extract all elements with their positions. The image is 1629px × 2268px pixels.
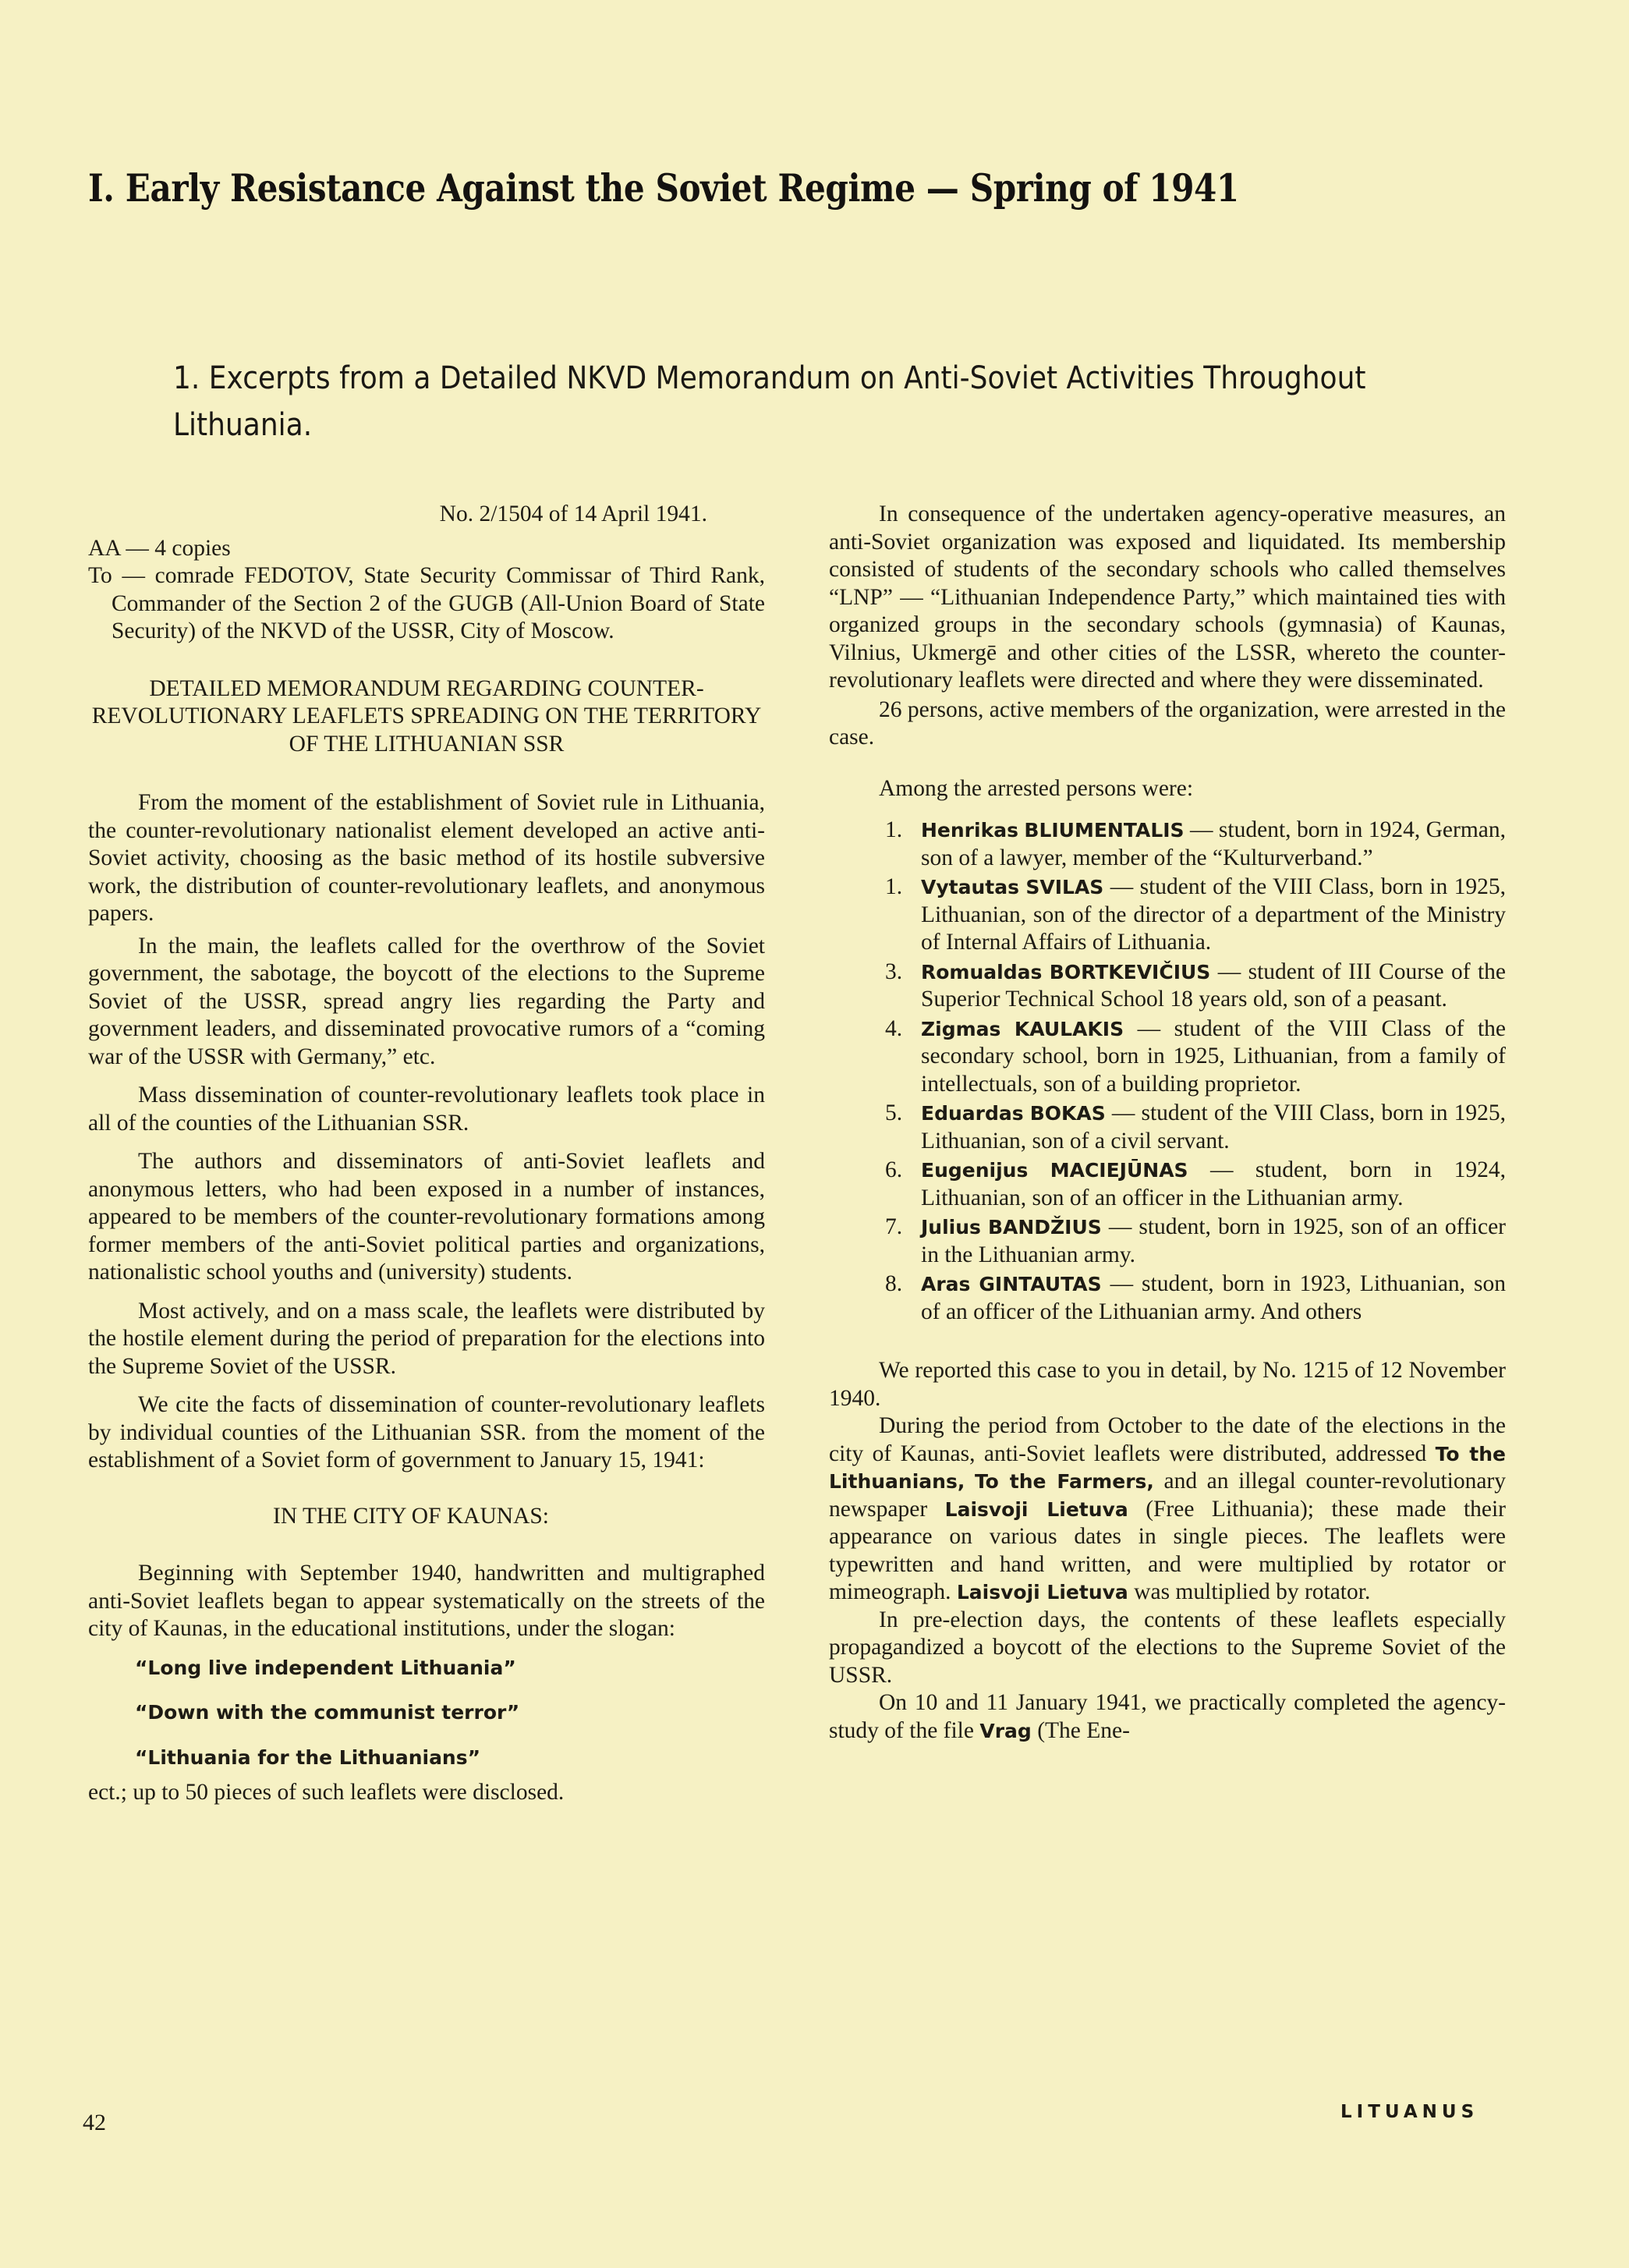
leaflet-title: To the Lithuanians, — [829, 1442, 1506, 1493]
person-first-name: Aras — [921, 1273, 971, 1295]
paragraph: Mass dissemination of counter-revolutionary leaflets took place in all of the counties of the Lithuanian SSR. — [88, 1083, 765, 1136]
paragraph: Most actively, and on a mass scale, the leaflets were distributed by the hostile element during the period of preparation for the elections into the Supreme Soviet of the USSR. — [88, 1298, 765, 1379]
person-first-name: Eugenijus — [921, 1159, 1029, 1182]
page-number: 42 — [83, 2110, 106, 2135]
slogan: “Down with the communist terror” — [135, 1701, 520, 1724]
paragraph: In consequence of the undertaken agency-operative measures, an anti-Soviet organization was exposed and liquidated. Its membership consisted of students of the secondary schools who called themselves “LNP” — “Lithuanian Independence Party,” which maintained ties with organized groups in the secondary schools (gymnasia) of Kaunas, Vilnius, Ukmergē and other cities of the LSSR, whereto the counter-revolutionary leaflets were directed and where they were disseminated. — [829, 501, 1506, 693]
list-item: 3. Romualdas BORTKEVIČIUS — student of III Course of the Superior Technical School 18 years old, son of a peasant. — [885, 959, 1507, 1012]
list-item: 7. Julius BANDŽIUS — student, born in 1925, son of an officer in the Lithuanian army. — [885, 1214, 1506, 1267]
slogan: “Long live independent Lithuania” — [135, 1656, 516, 1679]
person-description: — student of III Course of the Superior Technical School 18 years old, son of a peasant. — [921, 959, 1507, 1012]
person-last-name: BANDŽIUS — [987, 1216, 1102, 1239]
memo-reference-number: No. 2/1504 of 14 April 1941. — [439, 501, 707, 526]
paragraph: We cite the facts of dissemination of counter-revolutionary leaflets by individual counties of the Lithuanian SSR. from the moment of the establishment of a Soviet form of government to January 15, 1941: — [88, 1392, 765, 1472]
person-description: — student, born in 1925, son of an officer in the Lithuanian army. — [921, 1214, 1506, 1267]
person-description: — student of the VIII Class, born in 1925, Lithuanian, son of a civil servant. — [921, 1100, 1506, 1153]
left-column — [88, 501, 765, 1807]
paragraph: We reported this case to you in detail, by No. 1215 of 12 November 1940. — [829, 1358, 1506, 1411]
paragraph: From the moment of the establishment of Soviet rule in Lithuania, the counter-revolutionary nationalist element developed an active anti-Soviet activity, choosing as the basic method of its hostile subversive work, the distribution of counter-revolutionary leaflets, and anonymous papers. — [88, 790, 765, 926]
list-item: 1. Vytautas SVILAS — student of the VIII Class, born in 1925, Lithuanian, son of the director of a department of the Ministry of Internal Affairs of Lithuania. — [885, 874, 1507, 955]
chapter-title: I. Early Resistance Against the Soviet Regime — Spring of 1941 — [88, 165, 1239, 211]
person-last-name: SVILAS — [1025, 876, 1104, 898]
person-first-name: Eduardas — [921, 1102, 1024, 1125]
leaflet-title: To the Farmers, — [974, 1470, 1154, 1493]
closing-line: ect.; up to 50 pieces of such leaflets were disclosed. — [88, 1780, 565, 1805]
person-first-name: Henrikas — [921, 819, 1018, 842]
addressee: To — comrade FEDOTOV, State Security Commissar of Third Rank, Commander of the Section 2 of the GUGB (All-Union Board of State Security) of the NKVD of the USSR, City of Moscow. — [88, 563, 765, 643]
newspaper-title: Laisvoji Lietuva — [944, 1497, 1128, 1521]
paragraph: 26 persons, active members of the organization, were arrested in the case. — [829, 696, 1506, 750]
paragraph: During the period from October to the date of the elections in the city of Kaunas, anti-Soviet leaflets were distributed, addressed To the Lithuanians, To the Farmers, and an illegal counter-revolutionary newspaper Laisvoji Lietuva (Free Lithuania); these made their appearance on various dates in single pieces. The leaflets were typewritten and hand written, and were multiplied by rotator or mimeograph. Laisvoji Lietuva was multiplied by rotator. — [829, 1413, 1507, 1604]
person-first-name: Zigmas — [921, 1017, 1001, 1040]
right-column — [829, 501, 1506, 1745]
slogan: “Lithuania for the Lithuanians” — [135, 1745, 481, 1769]
city-heading: IN THE CITY OF KAUNAS: — [273, 1503, 549, 1529]
paragraph: The authors and disseminators of anti-Soviet leaflets and anonymous letters, who had been exposed in a number of instances, appeared to be members of the counter-revolutionary formations among former members of the anti-Soviet political parties and organizations, nationalistic school youths and (university) students. — [88, 1149, 765, 1285]
person-first-name: Vytautas — [921, 876, 1019, 898]
section-title: 1. Excerpts from a Detailed NKVD Memorandum on Anti-Soviet Activities Throughout Lithuania. — [173, 360, 1366, 443]
list-item: 5. Eduardas BOKAS — student of the VIII Class, born in 1925, Lithuanian, son of a civil servant. — [885, 1100, 1506, 1153]
paragraph: On 10 and 11 January 1941, we practically completed the agency-study of the file Vrag (The Ene- — [829, 1690, 1506, 1743]
paragraph: In the main, the leaflets called for the overthrow of the Soviet government, the sabotage, the boycott of the elections to the Supreme Soviet of the USSR, spread angry lies regarding the Party and government leaders, and disseminated provocative rumors of a “coming war of the USSR with Germany,” etc. — [88, 933, 765, 1069]
person-last-name: BORTKEVIČIUS — [1049, 960, 1211, 983]
file-name: Vrag — [979, 1719, 1032, 1742]
newspaper-title: Laisvoji Lietuva — [956, 1581, 1128, 1604]
person-last-name: BOKAS — [1029, 1102, 1106, 1125]
person-description: — student, born in 1924, Lithuanian, son of an officer in the Lithuanian army. — [921, 1157, 1506, 1210]
paragraph: In pre-election days, the contents of these leaflets especially propagandized a boycott of the elections to the Supreme Soviet of the USSR. — [829, 1607, 1506, 1688]
copies-line: AA — 4 copies — [88, 535, 231, 561]
person-description: — student, born in 1924, German, son of a lawyer, member of the “Kulturverband.” — [921, 817, 1507, 870]
list-item: 4. Zigmas KAULAKIS — student of the VIII Class of the secondary school, born in 1925, Lithuanian, from a family of intellectuals, son of a building proprietor. — [885, 1015, 1507, 1097]
list-intro: Among the arrested persons were: — [879, 775, 1194, 801]
person-last-name: KAULAKIS — [1014, 1017, 1124, 1040]
arrested-persons-list — [829, 817, 1506, 1326]
person-description: — student of the VIII Class of the secondary school, born in 1925, Lithuanian, from a family of intellectuals, son of a building proprietor. — [921, 1015, 1507, 1097]
person-first-name: Romualdas — [921, 960, 1043, 983]
person-description: — student of the VIII Class, born in 1925, Lithuanian, son of the director of a department of the Ministry of Internal Affairs of Lithuania. — [921, 874, 1507, 955]
person-last-name: MACIEJŪNAS — [1050, 1159, 1188, 1182]
memo-heading: DETAILED MEMORANDUM REGARDING COUNTER-REVOLUTIONARY LEAFLETS SPREADING ON THE TERRITORY OF THE LITHUANIAN SSR — [91, 675, 762, 757]
person-last-name: BLIUMENTALIS — [1024, 819, 1185, 842]
person-last-name: GINTAUTAS — [979, 1273, 1102, 1295]
journal-name: LITUANUS — [1340, 2102, 1479, 2122]
person-description: — student, born in 1923, Lithuanian, son of an officer of the Lithuanian army. And others — [921, 1271, 1507, 1324]
kaunas-paragraph: Beginning with September 1940, handwritten and multigraphed anti-Soviet leaflets began to appear systematically on the streets of the city of Kaunas, in the educational institutions, under the slogan: — [88, 1561, 765, 1641]
list-item: 1. Henrikas BLIUMENTALIS — student, born in 1924, German, son of a lawyer, member of the “Kulturverband.” — [885, 817, 1507, 870]
list-item: 8. Aras GINTAUTAS — student, born in 1923, Lithuanian, son of an officer of the Lithuanian army. And others — [885, 1271, 1507, 1324]
list-item: 6. Eugenijus MACIEJŪNAS — student, born in 1924, Lithuanian, son of an officer in the Lithuanian army. — [885, 1157, 1506, 1210]
person-first-name: Julius — [921, 1216, 981, 1239]
